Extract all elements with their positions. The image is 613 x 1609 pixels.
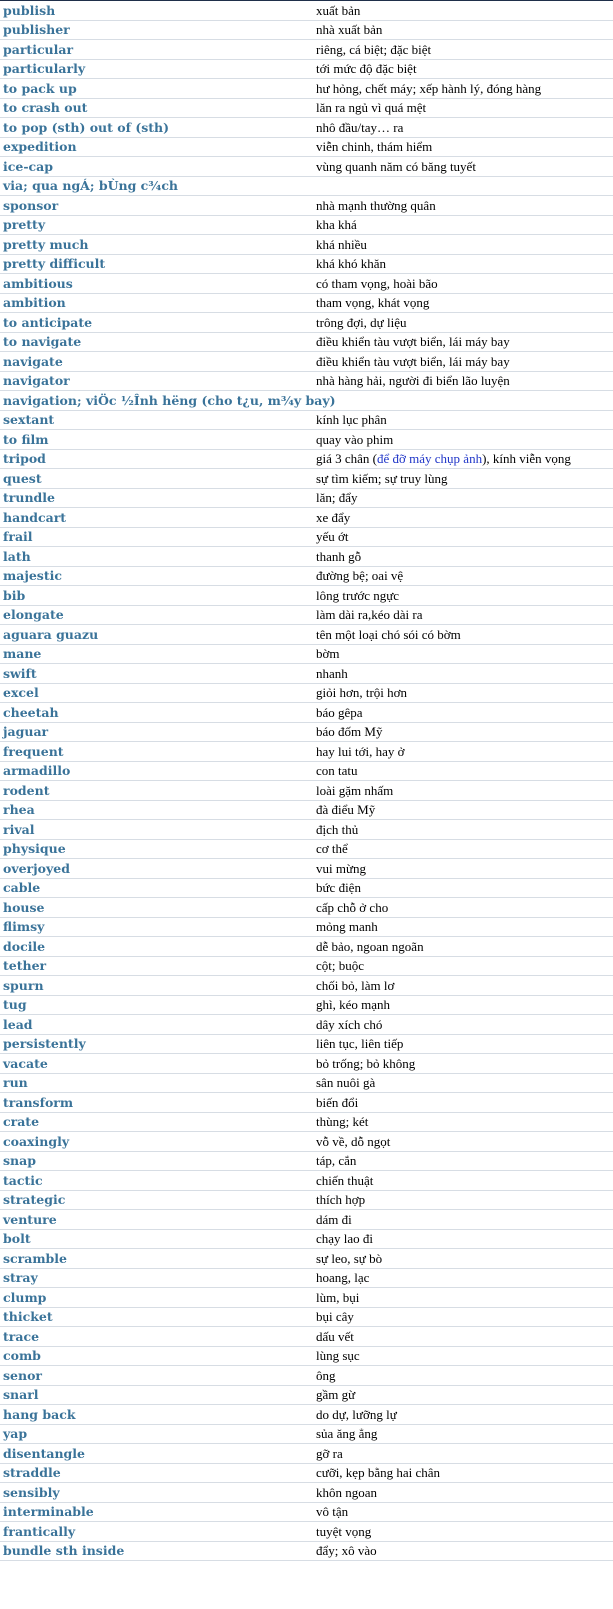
vocab-term: vacate [3, 1055, 48, 1071]
table-row [0, 839, 613, 859]
table-row [0, 1405, 613, 1425]
vocab-meaning: nhô đầu/tay… ra [316, 119, 404, 135]
vocab-term: tug [3, 997, 27, 1013]
table-row [0, 547, 613, 567]
vocab-term: majestic [3, 568, 62, 584]
table-row [0, 605, 613, 625]
table-row [0, 1288, 613, 1308]
table-row [0, 1171, 613, 1191]
table-row [0, 1541, 613, 1561]
table-row [0, 1424, 613, 1444]
vocab-meaning: tuyệt vọng [316, 1523, 372, 1539]
table-row [0, 352, 613, 372]
vocab-term: particularly [3, 61, 86, 77]
table-row [0, 371, 613, 391]
vocab-term: sponsor [3, 197, 59, 213]
table-row [0, 488, 613, 508]
vocab-meaning: tới mức độ đặc biệt [316, 61, 417, 77]
table-row [0, 781, 613, 801]
vocab-meaning: nhà mạnh thường quân [316, 197, 436, 213]
table-row [0, 722, 613, 742]
vocab-meaning: báo đốm Mỹ [316, 724, 383, 740]
vocab-term: bolt [3, 1231, 31, 1247]
vocab-term: publisher [3, 22, 70, 38]
vocab-meaning: nhà xuất bản [316, 22, 383, 38]
vocab-term: handcart [3, 509, 67, 525]
vocab-term: expedition [3, 139, 77, 155]
vocab-term: ambitious [3, 275, 73, 291]
vocab-meaning: hoang, lạc [316, 1270, 370, 1286]
vocab-term: to film [3, 431, 49, 447]
vocab-meaning: xe đẩy [316, 509, 351, 525]
table-row [0, 664, 613, 684]
table-row [0, 332, 613, 352]
table-row [0, 469, 613, 489]
table-row [0, 878, 613, 898]
table-row [0, 976, 613, 996]
vocab-term: to crash out [3, 100, 88, 116]
table-row [0, 761, 613, 781]
vocab-meaning: đẩy; xô vào [316, 1543, 377, 1559]
vocab-meaning: quay vào phim [316, 431, 394, 447]
vocab-meaning: báo gêpa [316, 704, 363, 720]
vocab-term: pretty much [3, 236, 89, 252]
table-row [0, 566, 613, 586]
table-row [0, 937, 613, 957]
vocab-term: spurn [3, 977, 44, 993]
vocab-term: tripod [3, 451, 46, 467]
vocab-meaning: cấp chỗ ở cho [316, 899, 389, 915]
table-row [0, 391, 613, 411]
vocab-meaning: vui mừng [316, 860, 367, 876]
table-row [0, 1210, 613, 1230]
table-row [0, 1249, 613, 1269]
vocab-term: disentangle [3, 1445, 85, 1461]
table-row [0, 79, 613, 99]
table-row [0, 508, 613, 528]
table-row [0, 898, 613, 918]
table-row [0, 274, 613, 294]
vocab-term: sensibly [3, 1484, 60, 1500]
table-row [0, 1366, 613, 1386]
vocab-term: swift [3, 665, 37, 681]
table-row [0, 1307, 613, 1327]
vocab-meaning: cơ thể [316, 841, 348, 857]
vocab-meaning: liên tục, liên tiếp [316, 1036, 404, 1052]
vocab-term: navigate [3, 353, 63, 369]
table-row [0, 313, 613, 333]
vocab-term: frail [3, 529, 33, 545]
vocab-term: tether [3, 958, 47, 974]
vocab-term: venture [3, 1211, 57, 1227]
vocab-term: mane [3, 646, 42, 662]
vocab-term: excel [3, 685, 39, 701]
vocabulary-table-body [0, 1, 613, 1561]
table-row [0, 449, 613, 469]
vocab-meaning: chiến thuật [316, 1172, 374, 1188]
vocab-meaning: biến đổi [316, 1094, 359, 1110]
table-row [0, 1151, 613, 1171]
table-row [0, 625, 613, 645]
table-row [0, 235, 613, 255]
vocab-term: pretty [3, 217, 46, 233]
vocab-meaning: dấu vết [316, 1328, 354, 1344]
vocab-term: snarl [3, 1387, 39, 1403]
vocab-term: frantically [3, 1523, 76, 1539]
table-row [0, 410, 613, 430]
vocab-term: lead [3, 1016, 33, 1032]
vocab-term: yap [3, 1426, 28, 1442]
vocab-term: quest [3, 470, 42, 486]
vocab-term: particular [3, 41, 74, 57]
vocab-meaning: thùng; két [316, 1114, 369, 1130]
table-row [0, 196, 613, 216]
vocab-meaning: vùng quanh năm có băng tuyết [316, 158, 476, 174]
vocab-meaning: yếu ớt [316, 529, 349, 545]
vocab-meaning: dễ bảo, ngoan ngoãn [316, 938, 424, 954]
vocab-meaning: đường bệ; oai vệ [316, 568, 404, 584]
vocab-term: bundle sth inside [3, 1543, 125, 1559]
vocab-meaning: vô tận [316, 1504, 349, 1520]
table-row [0, 215, 613, 235]
table-row [0, 430, 613, 450]
vocab-meaning: kính lục phân [316, 412, 387, 428]
vocab-meaning: bụi cây [316, 1309, 354, 1325]
table-row [0, 800, 613, 820]
table-row [0, 40, 613, 60]
vocab-meaning: do dự, lưỡng lự [316, 1406, 397, 1422]
table-row [0, 742, 613, 762]
vocab-meaning: mỏng manh [316, 919, 378, 935]
vocab-term: to pop (sth) out of (sth) [3, 119, 170, 135]
vocab-term: sextant [3, 412, 55, 428]
table-row [0, 1054, 613, 1074]
vocab-meaning: táp, cắn [316, 1153, 357, 1169]
vocab-meaning: lông trước ngực [316, 587, 400, 603]
vocab-term: physique [3, 841, 66, 857]
vocab-term: thicket [3, 1309, 53, 1325]
vocab-meaning: có tham vọng, hoài bão [316, 275, 438, 291]
table-row [0, 1444, 613, 1464]
vocab-term: aguara guazu [3, 626, 99, 642]
vocab-meaning: kha khá [316, 217, 357, 233]
table-row [0, 1, 613, 21]
vocab-term: stray [3, 1270, 38, 1286]
vocab-term: bib [3, 587, 26, 603]
vocab-term: comb [3, 1348, 41, 1364]
table-row [0, 1112, 613, 1132]
vocab-term: navigation; viÖc ½Înh hëng (cho t¿u, m¾y bay) [3, 392, 336, 408]
vocab-term: elongate [3, 607, 64, 623]
table-row [0, 176, 613, 196]
table-row [0, 917, 613, 937]
vocab-term: trace [3, 1328, 40, 1344]
vocab-term: to anticipate [3, 314, 93, 330]
vocab-meaning: xuất bản [316, 2, 361, 18]
vocab-term: overjoyed [3, 860, 70, 876]
meaning-highlight: để đỡ máy chụp ảnh [377, 451, 483, 467]
vocab-meaning: lăn; đẩy [316, 490, 358, 506]
vocab-meaning: khá nhiều [316, 236, 367, 252]
table-row [0, 644, 613, 664]
table-row [0, 1502, 613, 1522]
vocab-term: house [3, 899, 45, 915]
vocab-meaning: dám đi [316, 1211, 352, 1227]
table-row [0, 1190, 613, 1210]
vocab-term: straddle [3, 1465, 61, 1481]
vocab-meaning: hay lui tới, hay ở [316, 743, 405, 759]
vocab-term: hang back [3, 1406, 76, 1422]
vocab-term: interminable [3, 1504, 94, 1520]
vocab-term: flimsy [3, 919, 45, 935]
table-row [0, 859, 613, 879]
vocab-term: publish [3, 2, 56, 18]
vocab-term: jaguar [3, 724, 49, 740]
table-row [0, 995, 613, 1015]
table-row [0, 1229, 613, 1249]
vocab-meaning: loài gặm nhấm [316, 782, 394, 798]
vocab-term: via; qua ngÁ; bÙng c¾ch [3, 178, 179, 194]
table-row [0, 1463, 613, 1483]
table-row [0, 157, 613, 177]
table-row [0, 1522, 613, 1542]
vocab-meaning: thanh gỗ [316, 548, 362, 564]
vocab-meaning: làm dài ra,kéo dài ra [316, 607, 423, 623]
vocab-meaning: giỏi hơn, trội hơn [316, 685, 408, 701]
vocab-meaning: lăn ra ngủ vì quá mệt [316, 100, 427, 116]
table-row [0, 1385, 613, 1405]
vocab-meaning: cưỡi, kẹp bằng hai chân [316, 1465, 441, 1481]
table-row [0, 1483, 613, 1503]
vocab-meaning: sân nuôi gà [316, 1075, 376, 1091]
vocab-term: strategic [3, 1192, 66, 1208]
vocab-term: cable [3, 880, 41, 896]
vocab-meaning: vỗ về, dỗ ngọt [316, 1133, 391, 1149]
vocab-term: navigator [3, 373, 70, 389]
vocab-term: rodent [3, 782, 50, 798]
vocab-term: armadillo [3, 763, 71, 779]
vocab-term: to navigate [3, 334, 82, 350]
vocab-meaning: bỏ trống; bỏ không [316, 1055, 416, 1071]
vocab-term: transform [3, 1094, 74, 1110]
table-row [0, 254, 613, 274]
table-row [0, 1132, 613, 1152]
vocab-meaning: sự tìm kiếm; sự truy lùng [316, 470, 448, 486]
meaning-part: giá 3 chân ( [316, 451, 378, 467]
table-row [0, 683, 613, 703]
vocab-term: run [3, 1075, 28, 1091]
vocab-term: clump [3, 1289, 47, 1305]
vocab-meaning: đà điểu Mỹ [316, 802, 376, 818]
meaning-part: ), kính viễn vọng [482, 451, 571, 467]
vocab-meaning: nhanh [316, 665, 348, 681]
table-row [0, 98, 613, 118]
vocab-meaning: lùm, bụi [316, 1289, 360, 1305]
table-row [0, 820, 613, 840]
vocab-meaning: dây xích chó [316, 1016, 383, 1032]
vocab-meaning: hư hỏng, chết máy; xếp hành lý, đóng hàng [316, 80, 542, 96]
vocab-meaning: ông [316, 1367, 336, 1383]
vocab-meaning: điều khiển tàu vượt biển, lái máy bay [316, 334, 510, 350]
table-row [0, 703, 613, 723]
vocab-term: docile [3, 938, 46, 954]
vocab-term: trundle [3, 490, 55, 506]
table-row [0, 1073, 613, 1093]
table-row [0, 956, 613, 976]
vocab-meaning [313, 176, 613, 196]
vocab-term: ice-cap [3, 158, 53, 174]
vocab-meaning: gỡ ra [316, 1445, 343, 1461]
vocab-meaning: khôn ngoan [316, 1484, 378, 1500]
table-row [0, 1268, 613, 1288]
table-row [0, 1327, 613, 1347]
table-row [0, 1093, 613, 1113]
vocab-meaning: riêng, cá biệt; đặc biệt [316, 41, 432, 57]
vocab-term: scramble [3, 1250, 68, 1266]
table-row [0, 1346, 613, 1366]
vocab-term: cheetah [3, 704, 59, 720]
vocab-term: lath [3, 548, 31, 564]
table-row [0, 137, 613, 157]
vocab-meaning: sủa ăng ẳng [316, 1426, 378, 1442]
vocab-meaning: cột; buộc [316, 958, 365, 974]
vocab-meaning: thích hợp [316, 1192, 366, 1208]
vocab-meaning: bờm [316, 646, 340, 662]
vocab-meaning: gầm gừ [316, 1387, 356, 1403]
vocab-meaning: ghì, kéo mạnh [316, 997, 391, 1013]
table-row [0, 1015, 613, 1035]
vocab-meaning: tham vọng, khát vọng [316, 295, 430, 311]
table-row [0, 20, 613, 40]
table-row [0, 118, 613, 138]
vocab-meaning: con tatu [316, 763, 358, 779]
vocab-term: crate [3, 1114, 40, 1130]
vocab-term: ambition [3, 295, 66, 311]
vocab-term: to pack up [3, 80, 77, 96]
table-row [0, 527, 613, 547]
table-row [0, 1034, 613, 1054]
vocab-meaning: viễn chinh, thám hiểm [316, 139, 433, 155]
vocab-term: persistently [3, 1036, 86, 1052]
vocab-meaning: khá khó khăn [316, 256, 387, 272]
vocab-meaning: lùng sục [316, 1348, 360, 1364]
table-row [0, 59, 613, 79]
vocab-term: pretty difficult [3, 256, 106, 272]
vocab-meaning: sự leo, sự bò [316, 1250, 383, 1266]
vocab-meaning: chối bỏ, làm lơ [316, 977, 395, 993]
vocab-meaning: điều khiển tàu vượt biển, lái máy bay [316, 353, 510, 369]
vocab-meaning: địch thủ [316, 821, 359, 837]
vocab-term: rhea [3, 802, 35, 818]
vocab-meaning: chạy lao đi [316, 1231, 374, 1247]
table-row [0, 293, 613, 313]
vocab-meaning: tên một loại chó sói có bờm [316, 626, 461, 642]
vocab-meaning: bức điện [316, 880, 361, 896]
vocab-term: rival [3, 821, 35, 837]
table-row [0, 586, 613, 606]
vocab-term: frequent [3, 743, 64, 759]
vocab-term: tactic [3, 1172, 43, 1188]
vocab-meaning: trông đợi, dự liệu [316, 314, 407, 330]
vocab-meaning [313, 449, 613, 469]
vocab-term: senor [3, 1367, 43, 1383]
vocab-term: snap [3, 1153, 36, 1169]
vocab-meaning: nhà hàng hải, người đi biển lão luyện [316, 373, 510, 389]
vocab-term: coaxingly [3, 1133, 70, 1149]
